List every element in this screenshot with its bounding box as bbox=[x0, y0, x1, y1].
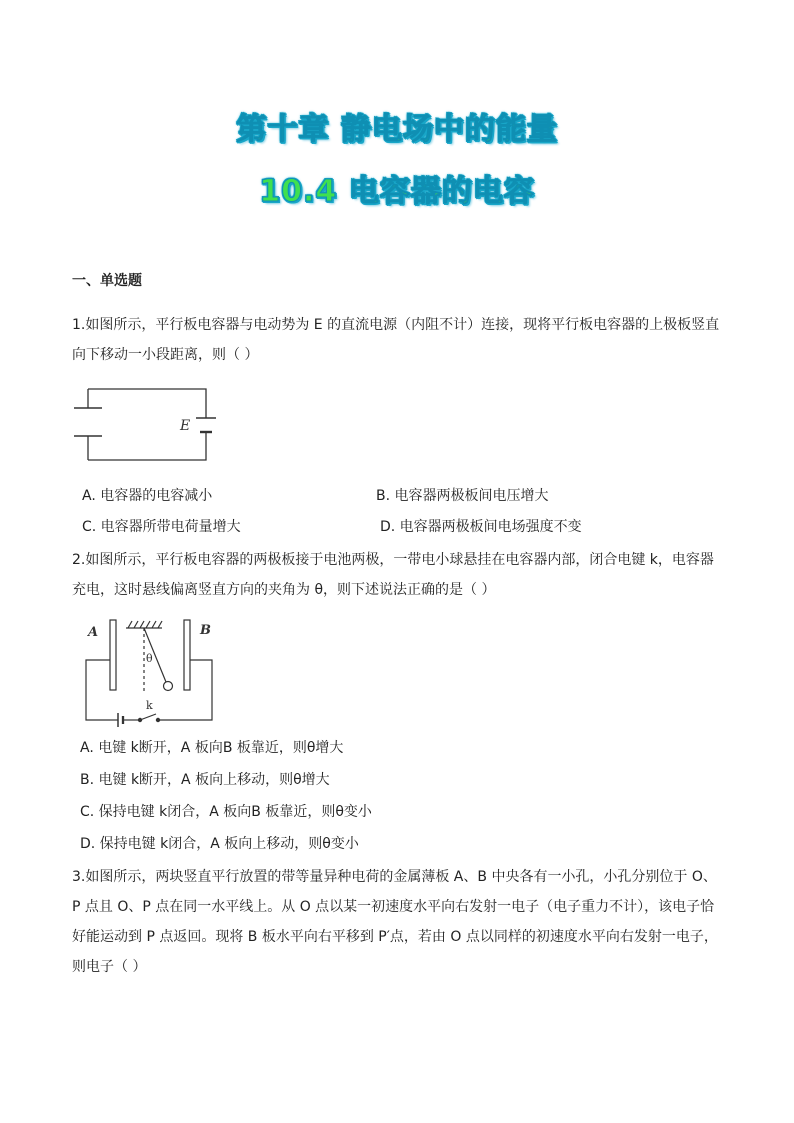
plate-b bbox=[184, 620, 190, 690]
chapter-title: 第十章 静电场中的能量 bbox=[236, 112, 558, 147]
question-2-option-c: C. 保持电键 k闭合，A 板向B 板靠近，则θ变小 bbox=[80, 804, 372, 820]
plate-b-label: B bbox=[200, 623, 211, 638]
circuit-left-wire bbox=[86, 660, 110, 720]
section-heading: 一、单选题 bbox=[72, 273, 142, 289]
question-2-stem: 2.如图所示，平行板电容器的两极板接于电池两极，一带电小球悬挂在电容器内部，闭合电键 k，电容器充电，这时悬线偏离竖直方向的夹角为 θ，则下述说法正确的是（ ） bbox=[72, 552, 714, 598]
plate-a-label: A bbox=[88, 625, 99, 640]
emf-label: E bbox=[180, 418, 191, 434]
question-2-option-b: B. 电键 k断开，A 板向上移动，则θ增大 bbox=[80, 772, 330, 788]
switch-k bbox=[140, 714, 156, 720]
angle-label: θ bbox=[146, 652, 153, 665]
question-1-option-d: D. 电容器两极板间电场强度不变 bbox=[380, 519, 582, 535]
switch-label: k bbox=[146, 699, 153, 712]
question-2-pendulum-figure bbox=[82, 616, 222, 728]
circuit-wire-bottom bbox=[88, 432, 206, 460]
question-1-option-b: B. 电容器两极板间电压增大 bbox=[376, 488, 549, 504]
question-2-option-a: A. 电键 k断开，A 板向B 板靠近，则θ增大 bbox=[80, 740, 344, 756]
circuit-wire-top bbox=[88, 389, 206, 418]
question-3-stem: 3.如图所示，两块竖直平行放置的带等量异种电荷的金属薄板 A、B 中央各有一小孔，小孔分别位于 O、P 点且 O、P 点在同一水平线上。从 O 点以某一初速度水平向右发射一电子（电子重力不计），该电子恰好能运动到 P 点返回。现将 B 板水平向右平移到 P′点，若由 O 点以同样的初速度水平向右发射一电子，则电子（ ） bbox=[72, 869, 718, 975]
question-1-option-c: C. 电容器所带电荷量增大 bbox=[82, 519, 241, 535]
plate-a bbox=[110, 620, 116, 690]
question-1-stem: 1.如图所示，平行板电容器与电动势为 E 的直流电源（内阻不计）连接，现将平行板电容器的上极板竖直向下移动一小段距离，则（ ） bbox=[72, 317, 720, 363]
question-1-option-a: A. 电容器的电容减小 bbox=[82, 488, 213, 504]
section-title: 10.4 电容器的电容 bbox=[259, 174, 535, 209]
charged-ball bbox=[164, 682, 173, 691]
question-1-circuit-figure bbox=[70, 384, 230, 466]
question-2-option-d: D. 保持电键 k闭合，A 板向上移动，则θ变小 bbox=[80, 836, 359, 852]
